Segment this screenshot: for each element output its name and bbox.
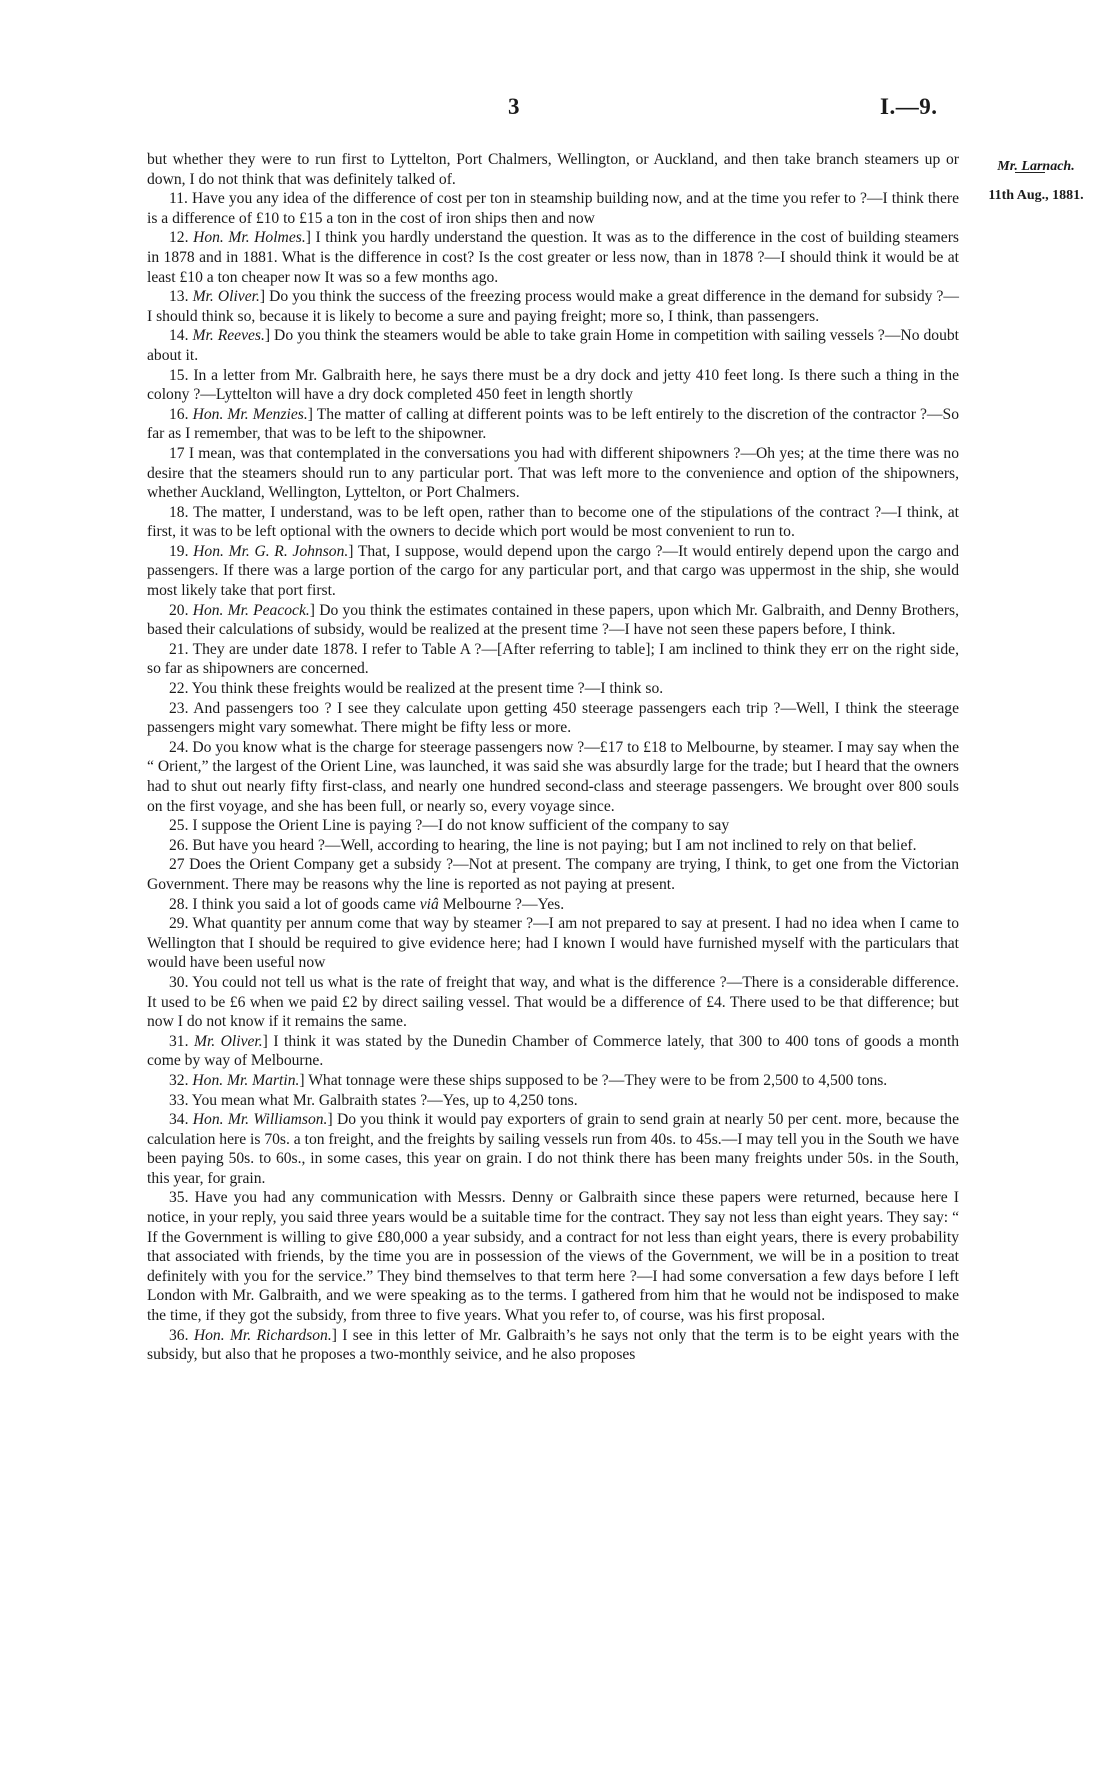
question-22: 22. You think these freights would be realized at the present time ?—I think so. [169,680,664,698]
question-36: 36. Hon. Mr. Richardson.] I see in this letter of Mr. Galbraith’s he says not only that the term is to be eight years with the subsidy, but also that he proposes a two-monthly seivice, and he also proposes [147,1326,960,1364]
question-18: 18. The matter, I understand, was to be left open, rather than to become one of the stipulations of the contract ?—I think, at first, it was to be left optional with the owners to decide which port would be most convenient to run to. [147,503,959,541]
question-13: 13. Mr. Oliver.] Do you think the success of the freezing process would make a great difference in the demand for subsidy ?—I should think so, because it is likely to become a sure and paying freight; more so, I think, than passengers. [147,288,960,325]
question-33: 33. You mean what Mr. Galbraith states ?—Yes, up to 4,250 tons. [169,1091,578,1109]
document-code: I.—9. [880,94,938,119]
question-16: 16. Hon. Mr. Menzies.] The matter of calling at different points was to be left entirely to the discretion of the contractor ?—So far as I remember, that was to be left to the shipowner. [147,405,959,443]
paragraph-continuation: but whether they were to run first to Lyttelton, Port Chalmers, Wellington, or Auckland, and then take branch steamers up or down, I do not think that was definitely talked of. [147,151,959,188]
question-35: 35. Have you had any communication with Messrs. Denny or Galbraith since these papers were returned, because here I notice, in your reply, you said three years would be a suitable time for the contract. They say not less than eight years. They say: “ If the Government is willing to give £80,000 a year subsidy, and a contract for not less than eight years, there is every probability that associated with friends, by the time you are in possession of the views of the Government, we will be in a position to treat definitely with you for the service.” They bind themselves to that term here ?—I had some conversation a few days before I left London with Mr. Galbraith, and we were speaking as to the terms. I gathered from him that he would not be indisposed to make the time, if they got the subsidy, from three to five years. What you refer to, of course, was his first proposal. [147,1189,959,1325]
question-15: 15. In a letter from Mr. Galbraith here, he says there must be a dry dock and jetty 410 feet long. Is there such a thing in the colony ?—Lyttelton will have a dry dock completed 450 feet in length shortly [147,366,959,404]
question-25: 25. I suppose the Orient Line is paying ?—I do not know sufficient of the company to say [169,817,730,835]
question-11: 11. Have you any idea of the difference of cost per ton in steamship building now, and at the time you refer to ?—I think there is a difference of £10 to £15 a ton in the cost of iron ships then and now [147,190,959,227]
question-23: 23. And passengers too ? I see they calculate upon getting 450 steerage passengers each trip ?—Well, I think the steerage passengers might vary somewhat. There might be fifty less or more. [147,699,959,737]
question-31: 31. Mr. Oliver.] I think it was stated by the Dunedin Chamber of Commerce lately, that 300 to 400 tons of goods a month come by way of Melbourne. [147,1032,959,1070]
question-27: 27 Does the Orient Company get a subsidy ?—Not at present. The company are trying, I think, to get one from the Victorian Government. There may be reasons why the line is reported as not paying at present. [147,856,959,893]
question-29: 29. What quantity per annum come that way by steamer ?—I am not prepared to say at present. I had no idea when I came to Wellington that I should be required to give evidence here; had I known I would have furnished myself with the particulars that would have been useful now [147,915,959,972]
question-19: 19. Hon. Mr. G. R. Johnson.] That, I suppose, would depend upon the cargo ?—It would entirely depend upon the cargo and passengers. If there was a large portion of the cargo for any particular port, and that cargo was uppermost in the ship, she would most likely take that port first. [147,542,960,600]
question-17: 17 I mean, was that contemplated in the conversations you had with different shipowners ?—Oh yes; at the time there was no desire that the steamers should run to any particular port. That was left more to the convenience and option of the shipowners, whether Auckland, Wellington, Lyttelton, or Port Chalmers. [147,444,959,502]
body-text [147,150,959,1365]
question-24: 24. Do you know what is the charge for steerage passengers now ?—£17 to £18 to Melbourne, by steamer. I may say when the “ Orient,” the largest of the Orient Line, was launched, it was said she was absurdly large for the trade; but I heard that the owners had to shut out nearly fifty first-class, and nearly one hundred second-class and steerage passengers. We brought over 800 souls on the first voyage, and she has been full, or nearly so, every voyage since. [147,738,959,815]
question-21: 21. They are under date 1878. I refer to Table A ?—[After referring to table]; I am inclined to think they err on the right side, so far as shipowners are concerned. [147,640,959,678]
sidenote-witness: Mr. Larnach. [997,159,1075,174]
question-32: 32. Hon. Mr. Martin.] What tonnage were these ships supposed to be ?—They were to be from 2,500 to 4,500 tons. [169,1071,888,1089]
question-20: 20. Hon. Mr. Peacock.] Do you think the estimates contained in these papers, upon which Mr. Galbraith, and Denny Brothers, based their calculations of subsidy, would be realized at the present time ?—I have not seen these papers before, I think. [147,601,960,639]
page-number: 3 [508,94,520,119]
question-12: 12. Hon. Mr. Holmes.] I think you hardly understand the question. It was as to the difference in the cost of building steamers in 1878 and in 1881. What is the difference in cost? Is the cost greater or less now, than in 1878 ?—I should think it would be at least £10 a ton cheaper now It was so a few months ago. [147,229,959,286]
question-30: 30. You could not tell us what is the rate of freight that way, and what is the difference ?—There is a considerable difference. It used to be £6 when we paid £2 by direct sailing vessel. That would be a difference of £4. There used to be that difference; but now I do not know if it remains the same. [147,973,959,1031]
question-34: 34. Hon. Mr. Williamson.] Do you think it would pay exporters of grain to send grain at nearly 50 per cent. more, because the calculation here is 70s. a ton freight, and the freights by sailing vessels run from 40s. to 45s.—I may tell you in the South we have been paying 50s. to 60s., in some cases, this year on grain. I do not think there has been many freights under 50s. in the South, this year, for grain. [147,1111,960,1187]
question-26: 26. But have you heard ?—Well, according to hearing, the line is not paying; but I am not inclined to rely on that belief. [169,836,917,854]
sidenote-date: 11th Aug., 1881. [988,188,1084,203]
question-14: 14. Mr. Reeves.] Do you think the steamers would be able to take grain Home in competition with sailing vessels ?—No doubt about it. [147,327,959,364]
sidenote-rule [1015,172,1045,173]
question-28: 28. I think you said a lot of goods came viâ Melbourne ?—Yes. [169,895,565,913]
